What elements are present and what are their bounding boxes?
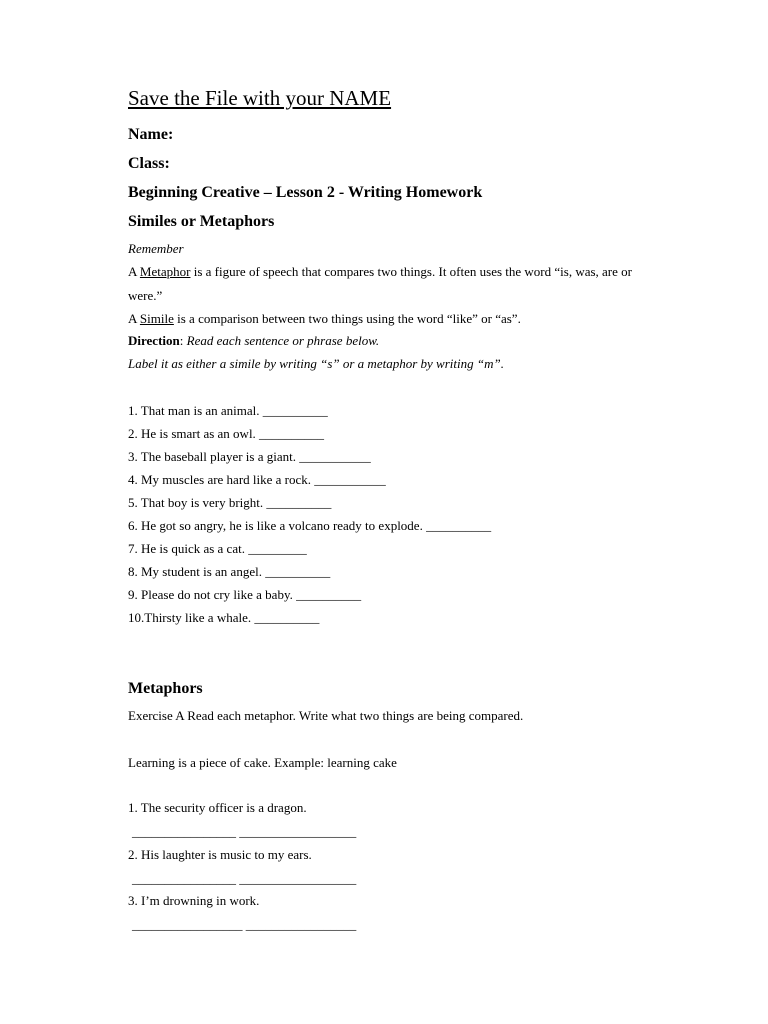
list-item: 1. That man is an animal. __________ bbox=[128, 403, 328, 418]
list-item: 8. My student is an angel. __________ bbox=[128, 564, 331, 579]
list-item: 3. The baseball player is a giant. ___________ bbox=[128, 449, 371, 464]
simile-term: Simile bbox=[139, 311, 174, 326]
exercise-prompt: 2. His laughter is music to my ears. bbox=[128, 847, 312, 862]
simile-definition bbox=[128, 311, 521, 327]
exercise-prompt: 3. I’m drowning in work. bbox=[128, 893, 260, 908]
metaphor-definition bbox=[128, 264, 632, 280]
answer-blank[interactable]: ________________ __________________ bbox=[132, 824, 357, 839]
metaphor-prefix: A bbox=[128, 264, 140, 279]
direction-line bbox=[128, 333, 379, 349]
name-label: Name: bbox=[128, 126, 174, 143]
list-item: 6. He got so angry, he is like a volcano ready to explode. __________ bbox=[128, 518, 492, 533]
page-title: Save the File with your NAME bbox=[128, 86, 392, 110]
list-item: 5. That boy is very bright. __________ bbox=[128, 495, 332, 510]
metaphor-text: is a figure of speech that compares two things. It often uses the word “is, was, are or bbox=[190, 264, 632, 279]
list-item: 9. Please do not cry like a baby. __________ bbox=[128, 587, 362, 602]
simile-prefix: A bbox=[128, 311, 140, 326]
example-line: Learning is a piece of cake. Example: learning cake bbox=[128, 755, 397, 770]
metaphor-definition-continuation: were.” bbox=[128, 288, 163, 303]
answer-blank[interactable]: ________________ __________________ bbox=[132, 871, 357, 886]
direction-text: Read each sentence or phrase below. bbox=[186, 333, 380, 348]
lesson-title: Beginning Creative – Lesson 2 - Writing Homework bbox=[128, 184, 483, 201]
list-item: 7. He is quick as a cat. _________ bbox=[128, 541, 307, 556]
simile-text: is a comparison between two things using the word “like” or “as”. bbox=[173, 311, 521, 326]
remember-label: Remember bbox=[128, 241, 184, 256]
list-item: 10.Thirsty like a whale. __________ bbox=[128, 610, 320, 625]
metaphor-term: Metaphor bbox=[139, 264, 191, 279]
metaphors-heading: Metaphors bbox=[128, 680, 203, 697]
list-item: 4. My muscles are hard like a rock. ___________ bbox=[128, 472, 386, 487]
exercise-a-instructions: Exercise A Read each metaphor. Write what two things are being compared. bbox=[128, 708, 524, 723]
answer-blank[interactable]: _________________ _________________ bbox=[132, 917, 357, 932]
direction-colon: : bbox=[179, 333, 187, 348]
exercise-prompt: 1. The security officer is a dragon. bbox=[128, 800, 307, 815]
direction-label: Direction bbox=[128, 333, 180, 348]
section-title: Similes or Metaphors bbox=[128, 213, 275, 230]
list-item: 2. He is smart as an owl. __________ bbox=[128, 426, 325, 441]
direction-line-2: Label it as either a simile by writing “s” or a metaphor by writing “m”. bbox=[128, 356, 504, 371]
class-label: Class: bbox=[128, 155, 170, 172]
